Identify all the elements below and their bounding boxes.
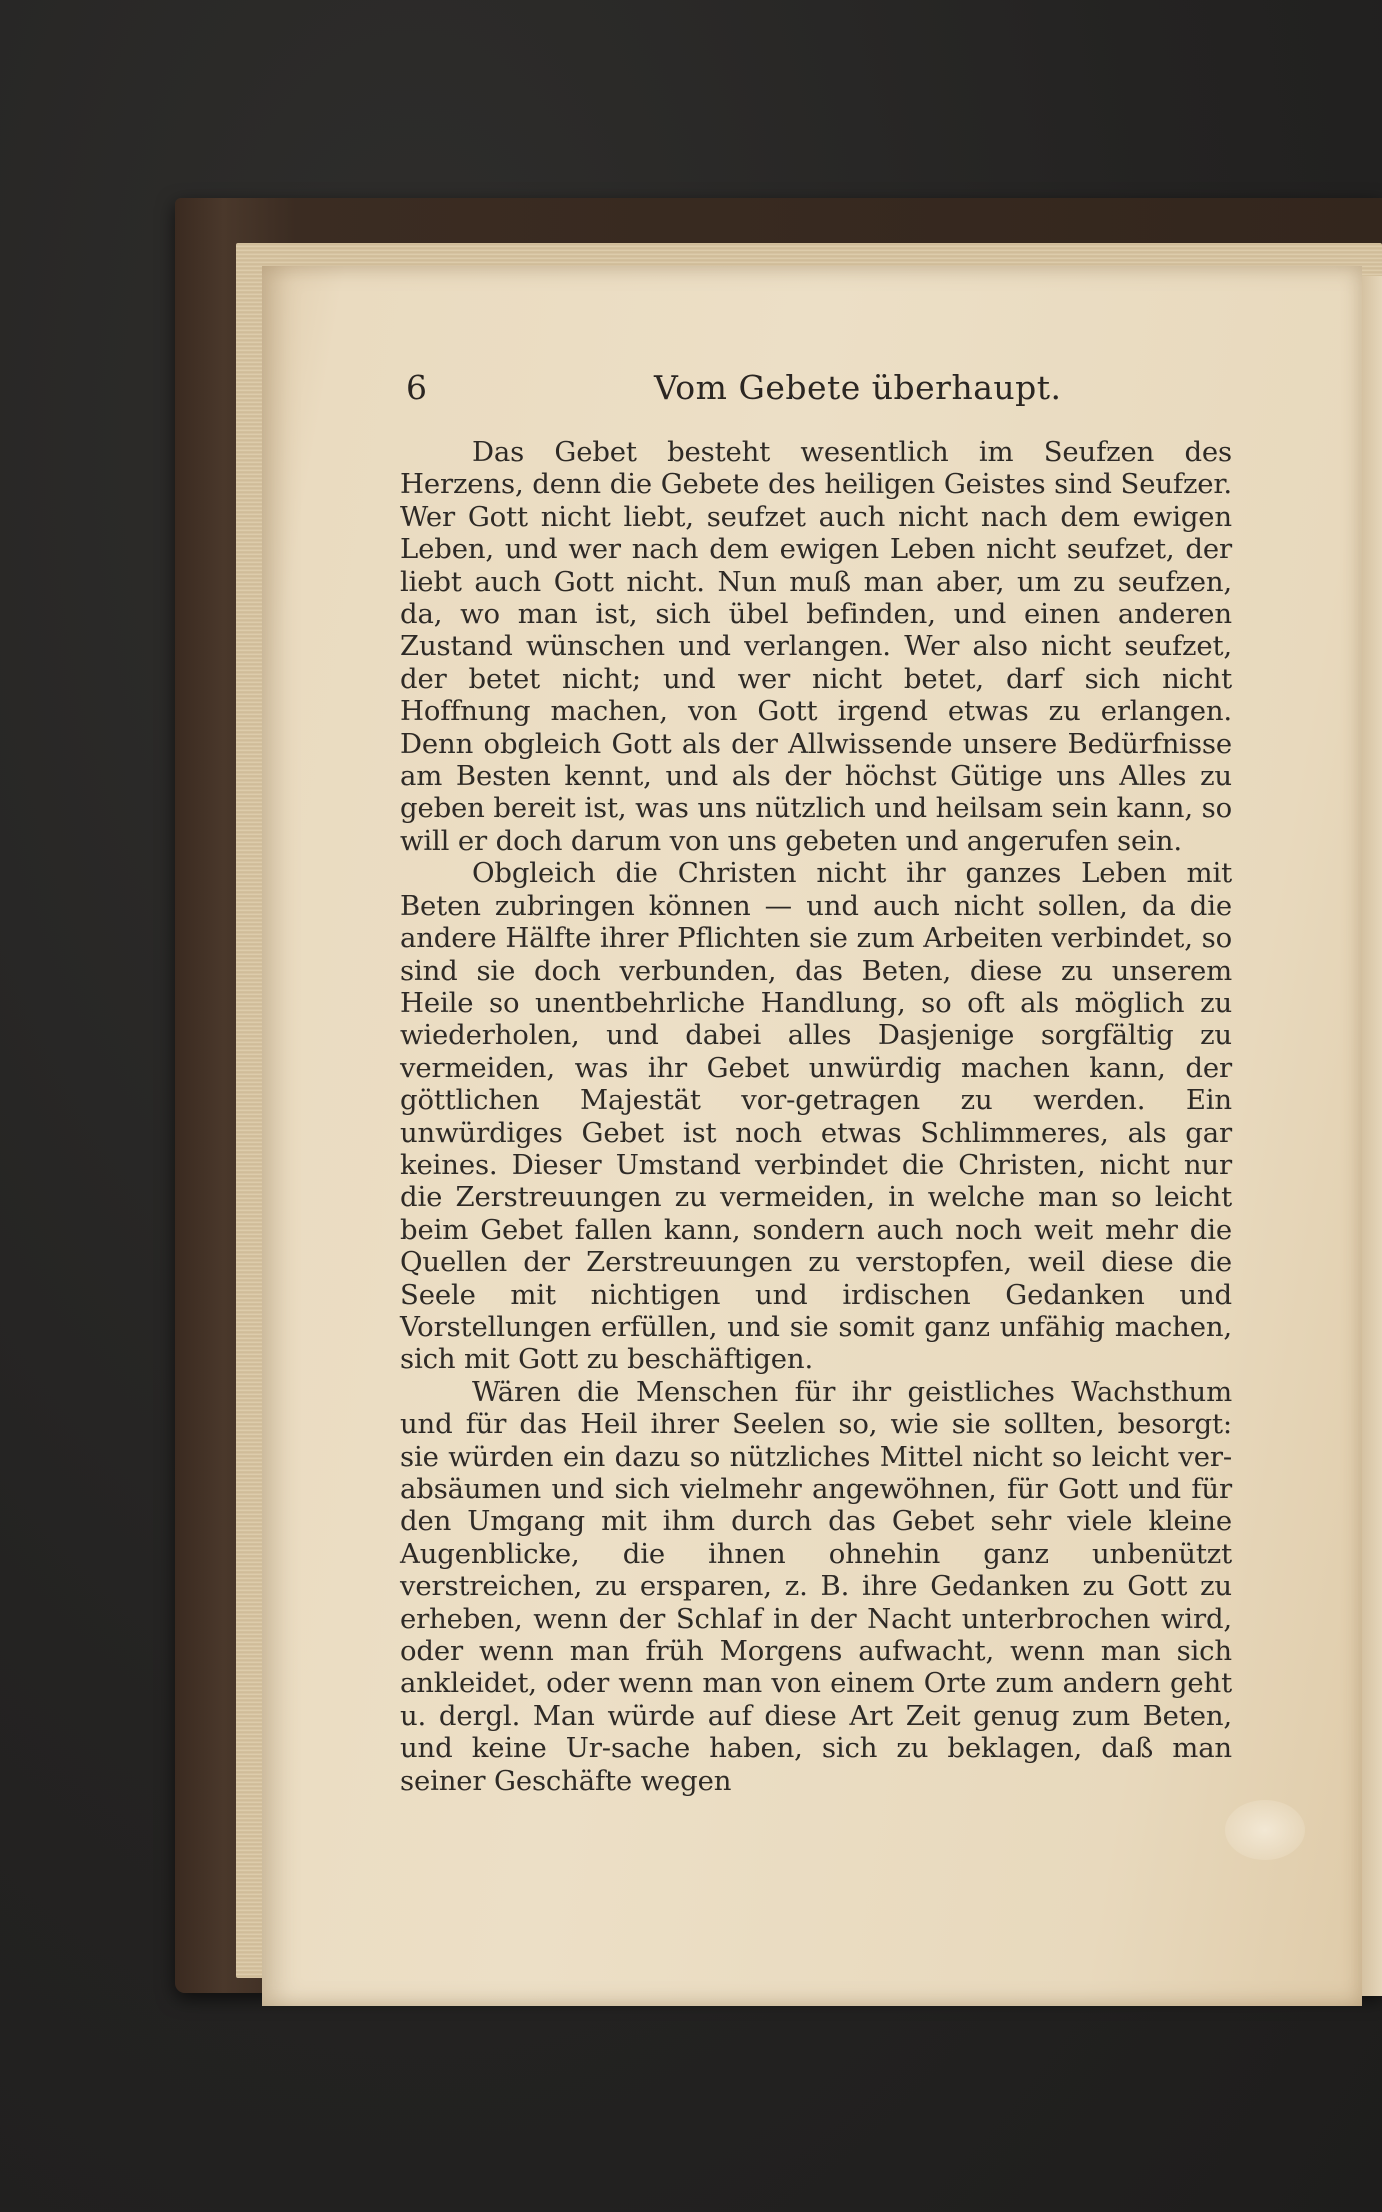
paragraph-2: Obgleich die Christen nicht ihr ganzes Leben mit Beten zubringen können — und auch nicht sollen, da die andere Hälfte ihrer Pflichten sie zum Arbeiten verbindet, so sind sie doch verbunden, das Beten, diese zu unserem Heile so unentbehrliche Handlung, so oft als möglich zu wiederholen, und dabei alles Dasjenige sorgfältig zu vermeiden, was ihr Gebet unwürdig machen kann, der göttlichen Majestät vor-getragen zu werden. Ein unwürdiges Gebet ist noch etwas Schlimmeres, als gar keines. Dieser Umstand verbindet die Christen, nicht nur die Zerstreuungen zu vermeiden, in welche man so leicht beim Gebet fallen kann, sondern auch noch weit mehr die Quellen der Zerstreuungen zu verstopfen, weil diese die Seele mit nichtigen und irdischen Gedanken und Vorstellungen erfüllen, und sie somit ganz unfähig machen, sich mit Gott zu beschäftigen. [400,857,1232,1376]
page-header [406,368,1256,408]
body-text [400,436,1232,1797]
page-number: 6 [406,368,427,407]
paragraph-3: Wären die Menschen für ihr geistliches Wachsthum und für das Heil ihrer Seelen so, wie sie sollten, besorgt: sie würden ein dazu so nützliches Mittel nicht so leicht ver-absäumen und sich vielmehr angewöhnen, für Gott und für den Umgang mit ihm durch das Gebet sehr viele kleine Augenblicke, die ihnen ohnehin ganz unbenützt verstreichen, zu ersparen, z. B. ihre Gedanken zu Gott zu erheben, wenn der Schlaf in der Nacht unterbrochen wird, oder wenn man früh Morgens aufwacht, wenn man sich ankleidet, oder wenn man von einem Orte zum andern geht u. dergl. Man würde auf diese Art Zeit genug zum Beten, und keine Ur-sache haben, sich zu beklagen, daß man seiner Geschäfte wegen [400,1375,1232,1797]
running-title: Vom Gebete überhaupt. [654,368,1062,407]
paper-stain [1225,1800,1305,1860]
paragraph-1: Das Gebet besteht wesentlich im Seufzen des Herzens, denn die Gebete des heiligen Geistes sind Seufzer. Wer Gott nicht liebt, seufzet auch nicht nach dem ewigen Leben, und wer nach dem ewigen Leben nicht seufzet, der liebt auch Gott nicht. Nun muß man aber, um zu seufzen, da, wo man ist, sich übel befinden, und einen anderen Zustand wünschen und verlangen. Wer also nicht seufzet, der betet nicht; und wer nicht betet, darf sich nicht Hoffnung machen, von Gott irgend etwas zu erlangen. Denn obgleich Gott als der Allwissende unsere Bedürfnisse am Besten kennt, und als der höchst Gütige uns Alles zu geben bereit ist, was uns nützlich und heilsam sein kann, so will er doch darum von uns gebeten und angerufen sein. [400,436,1232,857]
